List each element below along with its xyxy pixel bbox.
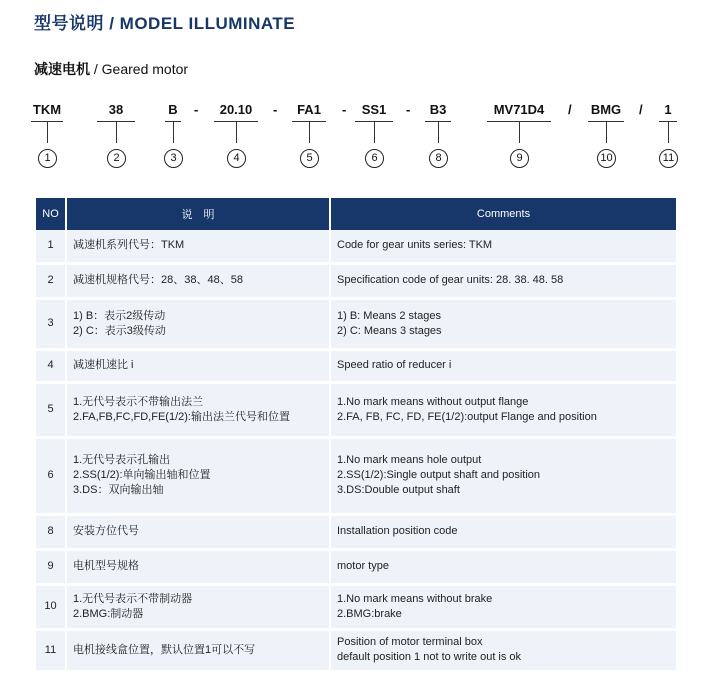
row-desc-en	[330, 584, 676, 629]
code-segment-text: B	[168, 102, 178, 117]
code-connector	[438, 121, 439, 143]
row-desc-en	[330, 437, 676, 514]
row-desc-zh	[66, 437, 330, 514]
code-number-badge: 9	[510, 149, 529, 168]
desc-line: 减速机系列代号：TKM	[73, 239, 185, 252]
desc-line: Position of motor terminal box	[337, 636, 483, 648]
row-desc-zh	[66, 629, 330, 671]
code-segment-text: 38	[108, 102, 124, 117]
code-separator: -	[406, 102, 411, 117]
code-number-badge: 5	[300, 149, 319, 168]
table-row	[36, 382, 676, 437]
code-segment-text: BMG	[590, 102, 622, 117]
code-connector	[374, 121, 375, 143]
row-number: 3	[36, 298, 66, 349]
section-subtitle	[34, 59, 188, 79]
desc-line: 2.SS(1/2):Single output shaft and position	[337, 469, 541, 481]
desc-line: 1.No mark means without brake	[337, 592, 493, 605]
model-code-diagram	[0, 102, 716, 172]
row-desc-en	[330, 382, 676, 437]
code-segment	[355, 102, 393, 122]
row-desc-zh	[66, 382, 330, 437]
desc-line: 1.无代号表示不带输出法兰	[73, 395, 204, 408]
code-segment	[31, 102, 63, 122]
code-separator: /	[568, 102, 572, 117]
table-row	[36, 437, 676, 514]
row-number: 10	[36, 584, 66, 629]
desc-line: 3.DS:Double output shaft	[337, 484, 460, 496]
row-number: 1	[36, 230, 66, 263]
desc-line: Installation position code	[337, 525, 458, 537]
row-number: 5	[36, 382, 66, 437]
desc-line: 2.FA,FB,FC,FD,FE(1/2):输出法兰代号和位置	[73, 410, 290, 423]
header-en: Comments	[330, 198, 676, 230]
code-segment	[165, 102, 181, 122]
desc-line: 2) C：表示3级传动	[73, 324, 166, 337]
code-segment	[292, 102, 326, 122]
code-segment	[214, 102, 258, 122]
row-desc-zh	[66, 263, 330, 298]
row-number: 6	[36, 437, 66, 514]
row-desc-en	[330, 629, 676, 671]
page-title: 型号说明 / MODEL ILLUMINATE	[34, 14, 296, 33]
code-number-badge: 4	[227, 149, 246, 168]
desc-line: 2.BMG:brake	[337, 607, 402, 620]
table-row	[36, 549, 676, 584]
desc-line: 1.无代号表示不带制动器	[73, 592, 193, 605]
subtitle-zh: 减速电机	[34, 61, 90, 77]
desc-line: 电机接线盒位置，默认位置1可以不写	[73, 643, 256, 656]
desc-line: Code for gear units series: TKM	[337, 239, 493, 252]
spec-table	[36, 198, 676, 673]
code-connector	[519, 121, 520, 143]
row-number: 2	[36, 263, 66, 298]
desc-line: motor type	[337, 560, 389, 572]
code-segment	[659, 102, 677, 122]
code-number-badge: 3	[164, 149, 183, 168]
table-row	[36, 230, 676, 263]
code-segment	[97, 102, 135, 122]
desc-line: Specification code of gear units: 28. 38. 48. 58	[337, 274, 564, 286]
code-number-badge: 6	[365, 149, 384, 168]
row-desc-zh	[66, 549, 330, 584]
code-segment	[425, 102, 451, 122]
desc-line: 3.DS：双向输出轴	[73, 484, 164, 496]
desc-line: 1.No mark means without output flange	[337, 395, 529, 408]
header-zh: 说 明	[66, 198, 330, 230]
row-number: 9	[36, 549, 66, 584]
code-number-badge: 10	[597, 149, 616, 168]
row-desc-zh	[66, 584, 330, 629]
row-desc-en	[330, 549, 676, 584]
desc-line: 1.无代号表示孔输出	[73, 454, 171, 466]
row-number: 4	[36, 349, 66, 382]
desc-line: 安装方位代号	[73, 525, 139, 537]
table-row	[36, 298, 676, 349]
code-segment	[487, 102, 551, 122]
code-segment-text: MV71D4	[493, 102, 545, 117]
code-segment-text: B3	[429, 102, 447, 117]
code-connector	[173, 121, 174, 143]
row-number: 8	[36, 514, 66, 549]
desc-line: 1) B: Means 2 stages	[337, 309, 441, 322]
desc-line: 1.No mark means hole output	[337, 454, 482, 466]
code-connector	[668, 121, 669, 143]
code-number-badge: 11	[659, 149, 678, 168]
desc-line: 减速机速比 i	[73, 359, 134, 371]
row-desc-en	[330, 514, 676, 549]
row-desc-en	[330, 349, 676, 382]
row-desc-en	[330, 230, 676, 263]
table-row	[36, 349, 676, 382]
code-segment-text: TKM	[32, 102, 62, 117]
desc-line: 减速机规格代号：28、38、48、58	[73, 274, 243, 286]
table-row	[36, 584, 676, 629]
code-connector	[236, 121, 237, 143]
desc-line: Speed ratio of reducer i	[337, 359, 452, 371]
row-desc-en	[330, 263, 676, 298]
desc-line: 2.BMG:制动器	[73, 607, 144, 620]
table-header-row	[36, 198, 676, 230]
desc-line: 2) C: Means 3 stages	[337, 324, 442, 337]
code-connector	[47, 121, 48, 143]
desc-line: 电机型号规格	[73, 560, 139, 572]
row-desc-en	[330, 298, 676, 349]
desc-line: 1) B：表示2级传动	[73, 309, 166, 322]
row-number: 11	[36, 629, 66, 671]
code-number-badge: 8	[429, 149, 448, 168]
code-connector	[606, 121, 607, 143]
code-separator: -	[342, 102, 347, 117]
row-desc-zh	[66, 514, 330, 549]
subtitle-en: / Geared motor	[90, 61, 189, 77]
desc-line: 2.SS(1/2):单向输出轴和位置	[73, 469, 211, 481]
code-number-badge: 2	[107, 149, 126, 168]
row-desc-zh	[66, 349, 330, 382]
header-no: NO	[36, 198, 66, 230]
code-connector	[309, 121, 310, 143]
code-segment-text: 1	[664, 102, 672, 117]
code-connector	[116, 121, 117, 143]
row-desc-zh	[66, 230, 330, 263]
code-number-badge: 1	[38, 149, 57, 168]
code-segment-text: 20.10	[219, 102, 253, 117]
code-segment-text: FA1	[297, 102, 321, 117]
code-segment-text: SS1	[361, 102, 387, 117]
desc-line: default position 1 not to write out is ok	[337, 651, 522, 663]
table-row	[36, 629, 676, 671]
code-separator: /	[639, 102, 643, 117]
code-separator: -	[273, 102, 278, 117]
table-row	[36, 514, 676, 549]
code-separator: -	[194, 102, 199, 117]
code-segment	[588, 102, 624, 122]
table-row	[36, 263, 676, 298]
row-desc-zh	[66, 298, 330, 349]
desc-line: 2.FA, FB, FC, FD, FE(1/2):output Flange and position	[337, 410, 597, 423]
